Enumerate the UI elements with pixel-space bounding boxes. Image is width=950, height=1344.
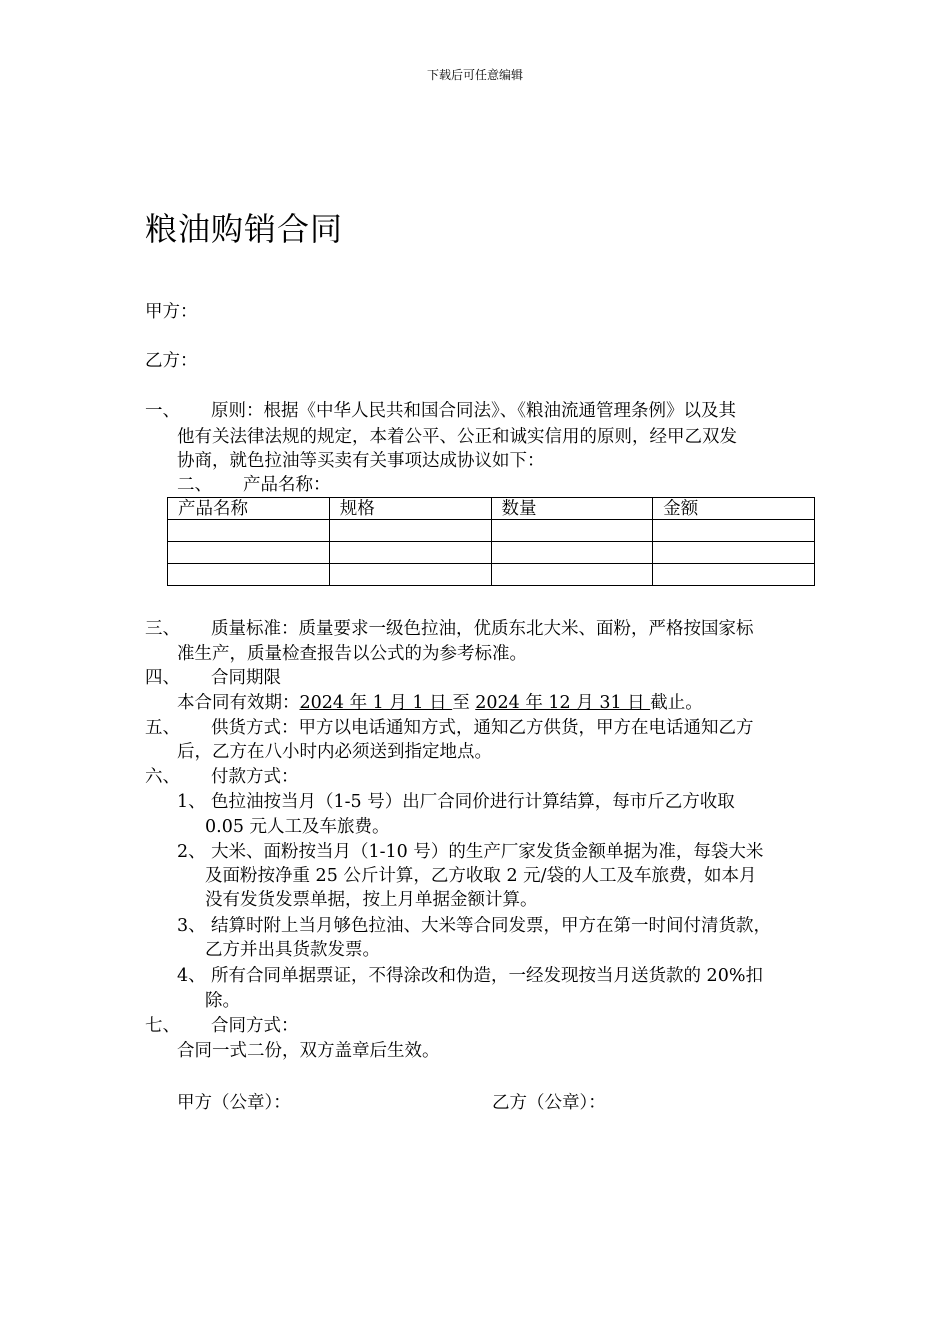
table-row bbox=[168, 564, 815, 586]
section-5-line-1: 供货方式：甲方以电话通知方式，通知乙方供货，甲方在电话通知乙方 bbox=[211, 718, 754, 738]
table-cell bbox=[168, 564, 330, 586]
table-cell bbox=[491, 520, 653, 542]
table-cell bbox=[653, 564, 815, 586]
contract-period-suffix: 截止。 bbox=[650, 693, 703, 713]
table-row bbox=[168, 520, 815, 542]
section-7-number: 七、 bbox=[145, 1016, 180, 1036]
signature-party-b: 乙方（公章）： bbox=[492, 1093, 606, 1113]
section-2-number: 二、 bbox=[177, 475, 212, 495]
list-item-line: 大米、面粉按当月（1-10 号）的生产厂家发货金额单据为准，每袋大米 bbox=[211, 842, 764, 862]
table-cell bbox=[329, 542, 491, 564]
section-1-number: 一、 bbox=[145, 401, 180, 421]
header-cell-amount: 金额 bbox=[653, 498, 815, 520]
list-item-number: 2、 bbox=[177, 842, 206, 862]
table-cell bbox=[168, 520, 330, 542]
header-cell-product-name: 产品名称 bbox=[168, 498, 330, 520]
page-header: 下载后可任意编辑 bbox=[426, 68, 523, 82]
party-a-label: 甲方： bbox=[145, 302, 198, 322]
list-item-line: 色拉油按当月（1-5 号）出厂合同价进行计算结算，每市斤乙方收取 bbox=[211, 792, 735, 812]
document-title: 粮油购销合同 bbox=[145, 210, 344, 248]
contract-period-prefix: 本合同有效期： bbox=[177, 693, 300, 713]
section-4-number: 四、 bbox=[145, 668, 180, 688]
header-cell-spec: 规格 bbox=[329, 498, 491, 520]
section-7-heading: 合同方式： bbox=[211, 1016, 299, 1036]
list-item-line: 及面粉按净重 25 公斤计算，乙方收取 2 元/袋的人工及车旅费，如本月 bbox=[205, 866, 757, 886]
section-3-number: 三、 bbox=[145, 619, 180, 639]
table-cell bbox=[329, 564, 491, 586]
list-item-line: 没有发货发票单据，按上月单据金额计算。 bbox=[205, 890, 538, 910]
list-item-line: 除。 bbox=[205, 991, 240, 1011]
list-item-line: 0.05 元人工及车旅费。 bbox=[205, 817, 390, 837]
date-separator: 至 bbox=[452, 693, 476, 713]
contract-period-line bbox=[177, 691, 703, 715]
header-cell-quantity: 数量 bbox=[491, 498, 653, 520]
end-date: 2024 年 12 月 31 日 bbox=[475, 693, 651, 713]
section-1-line-3: 协商，就色拉油等买卖有关事项达成协议如下： bbox=[177, 451, 545, 471]
section-4-heading: 合同期限 bbox=[211, 668, 281, 688]
section-6-heading: 付款方式： bbox=[211, 767, 299, 787]
list-item-line: 乙方并出具货款发票。 bbox=[205, 940, 380, 960]
section-2-heading: 产品名称： bbox=[243, 475, 331, 495]
list-item-line: 所有合同单据票证，不得涂改和伪造，一经发现按当月送货款的 20%扣 bbox=[211, 966, 763, 986]
section-3-line-1: 质量标准：质量要求一级色拉油，优质东北大米、面粉，严格按国家标 bbox=[211, 619, 754, 639]
party-b-label: 乙方： bbox=[145, 351, 198, 371]
table-cell bbox=[653, 520, 815, 542]
table-cell bbox=[329, 520, 491, 542]
table-header-row bbox=[168, 498, 815, 520]
section-5-line-2: 后，乙方在八小时内必须送到指定地点。 bbox=[177, 742, 492, 762]
table-cell bbox=[653, 542, 815, 564]
section-3-line-2: 准生产，质量检查报告以公式的为参考标准。 bbox=[177, 644, 527, 664]
product-table bbox=[167, 497, 815, 586]
table-cell bbox=[168, 542, 330, 564]
start-date: 2024 年 1 月 1 日 bbox=[299, 693, 453, 713]
list-item-number: 4、 bbox=[177, 966, 206, 986]
section-7-line: 合同一式二份，双方盖章后生效。 bbox=[177, 1041, 440, 1061]
table-cell bbox=[491, 564, 653, 586]
section-1-line-1: 原则：根据《中华人民共和国合同法》、《粮油流通管理条例》以及其 bbox=[211, 401, 736, 421]
list-item-line: 结算时附上当月够色拉油、大米等合同发票，甲方在第一时间付清货款， bbox=[211, 916, 771, 936]
signature-party-a: 甲方（公章）： bbox=[177, 1093, 291, 1113]
section-1-line-2: 他有关法律法规的规定，本着公平、公正和诚实信用的原则，经甲乙双发 bbox=[177, 427, 737, 447]
list-item-number: 3、 bbox=[177, 916, 206, 936]
table-cell bbox=[491, 542, 653, 564]
list-item-number: 1、 bbox=[177, 792, 206, 812]
table-row bbox=[168, 542, 815, 564]
section-5-number: 五、 bbox=[145, 718, 180, 738]
section-6-number: 六、 bbox=[145, 767, 180, 787]
